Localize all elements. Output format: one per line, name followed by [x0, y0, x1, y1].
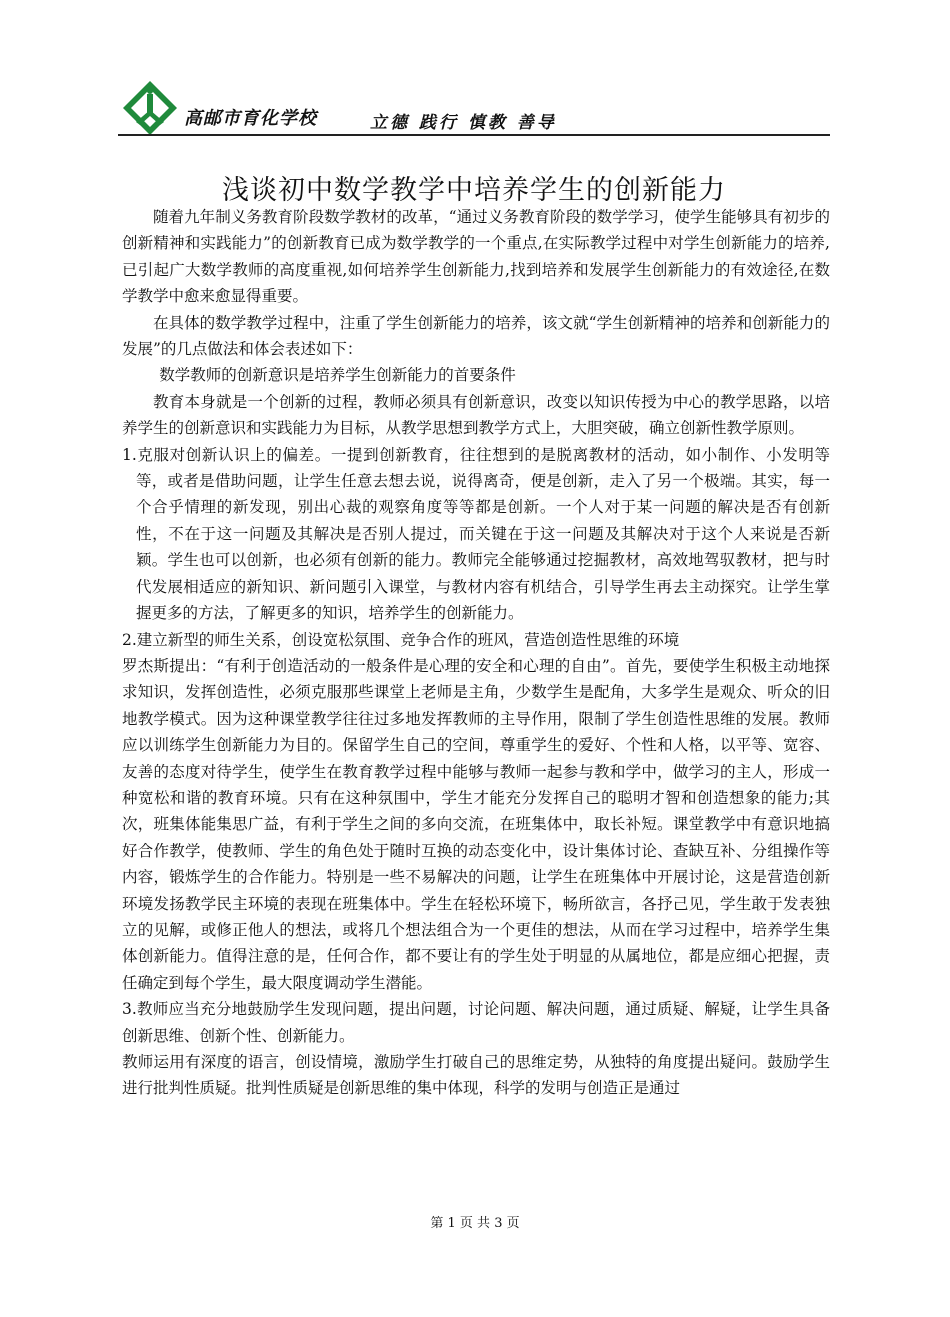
school-logo-icon — [122, 80, 178, 136]
list-item-1: 1.克服对创新认识上的偏差。一提到创新教育，往往想到的是脱离教材的活动，如小制作、小发明等等，或者是借助问题，让学生任意去想去说，说得离奇，便是创新，走入了另一个极端。其实，每一个合乎情理的新发现，别出心裁的观察角度等等都是创新。一个人对于某一问题的解决是否有创新性，不在于这一问题及其解决是否别人提过，而关键在于这一问题及其解决对于这个人来说是否新颖。学生也可以创新，也必须有创新的能力。教师完全能够通过挖掘教材，高效地驾驭教材，把与时代发展相适应的新知识、新问题引入课堂，与教材内容有机结合，引导学生再去主动探究。让学生掌握更多的方法，了解更多的知识，培养学生的创新能力。 — [122, 445, 830, 623]
school-name: 高邮市育化学校 — [184, 108, 317, 129]
list-item-2-heading: 2.建立新型的师生关系，创设宽松氛围、竞争合作的班风，营造创造性思维的环境 — [122, 630, 680, 649]
school-motto: 立德 践行 慎教 善导 — [370, 113, 557, 133]
page-title: 浅谈初中数学教学中培养学生的创新能力 — [222, 175, 726, 207]
header-divider — [118, 134, 830, 136]
paragraph-rogers: 罗杰斯提出：“有利于创造活动的一般条件是心理的安全和心理的自由”。首先，要使学生积极主动地探求知识，发挥创造性，必须克服那些课堂上老师是主角，少数学生是配角，大多学生是观众、听众的旧地教学模式。因为这种课堂教学往往过多地发挥教师的主导作用，限制了学生创造性思维的发展。教师应以训练学生创新能力为目的。保留学生自己的空间，尊重学生的爱好、个性和人格，以平等、宽容、友善的态度对待学生，使学生在教育教学过程中能够与教师一起参与教和学中，做学习的主人，形成一种宽松和谐的教育环境。只有在这种氛围中，学生才能充分发挥自己的聪明才智和创造想象的能力;其次，班集体能集思广益，有利于学生之间的多向交流，在班集体中，取长补短。课堂教学中有意识地搞好合作教学，使教师、学生的角色处于随时互换的动态变化中，设计集体讨论、查缺互补、分组操作等内容，锻炼学生的合作能力。特别是一些不易解决的问题，让学生在班集体中开展讨论，这是营造创新环境发扬教学民主环境的表现在班集体中。学生在轻松环境下，畅所欲言，各抒己见，学生敢于发表独立的见解，或修正他人的想法，或将几个想法组合为一个更佳的想法，从而在学习过程中，培养学生集体创新能力。值得注意的是，任何合作，都不要让有的学生处于明显的从属地位，都是应细心把握，责任确定到每个学生，最大限度调动学生潜能。 — [122, 656, 830, 992]
paragraph-intro: 随着九年制义务教育阶段数学教材的改革，“通过义务教育阶段的数学学习，使学生能够具有初步的创新精神和实践能力”的创新教育已成为数学教学的一个重点,在实际教学过程中对学生创新能力的培养,已引起广大数学教师的高度重视,如何培养学生创新能力,找到培养和发展学生创新能力的有效途径,在数学教学中愈来愈显得重要。 — [122, 208, 830, 306]
document-body — [122, 204, 830, 1102]
page-header — [118, 74, 830, 136]
page-footer: 第 1 页 共 3 页 — [430, 1216, 520, 1231]
paragraph-section-intro: 教育本身就是一个创新的过程，教师必须具有创新意识，改变以知识传授为中心的教学思路，以培养学生的创新意识和实践能力为目标，从教学思想到教学方式上，大胆突破，确立创新性教学原则。 — [122, 392, 830, 438]
paragraph-overview: 在具体的数学教学过程中，注重了学生创新能力的培养，该文就“学生创新精神的培养和创新能力的发展”的几点做法和体会表述如下： — [122, 313, 830, 359]
list-item-3: 3.教师应当充分地鼓励学生发现问题，提出问题，讨论问题、解决问题，通过质疑、解疑，让学生具备创新思维、创新个性、创新能力。 — [122, 1000, 830, 1045]
section-heading: 数学教师的创新意识是培养学生创新能力的首要条件 — [159, 366, 516, 385]
paragraph-questioning: 教师运用有深度的语言，创设情境，激励学生打破自己的思维定势，从独特的角度提出疑问。鼓励学生进行批判性质疑。批判性质疑是创新思维的集中体现，科学的发明与创造正是通过 — [122, 1053, 830, 1098]
